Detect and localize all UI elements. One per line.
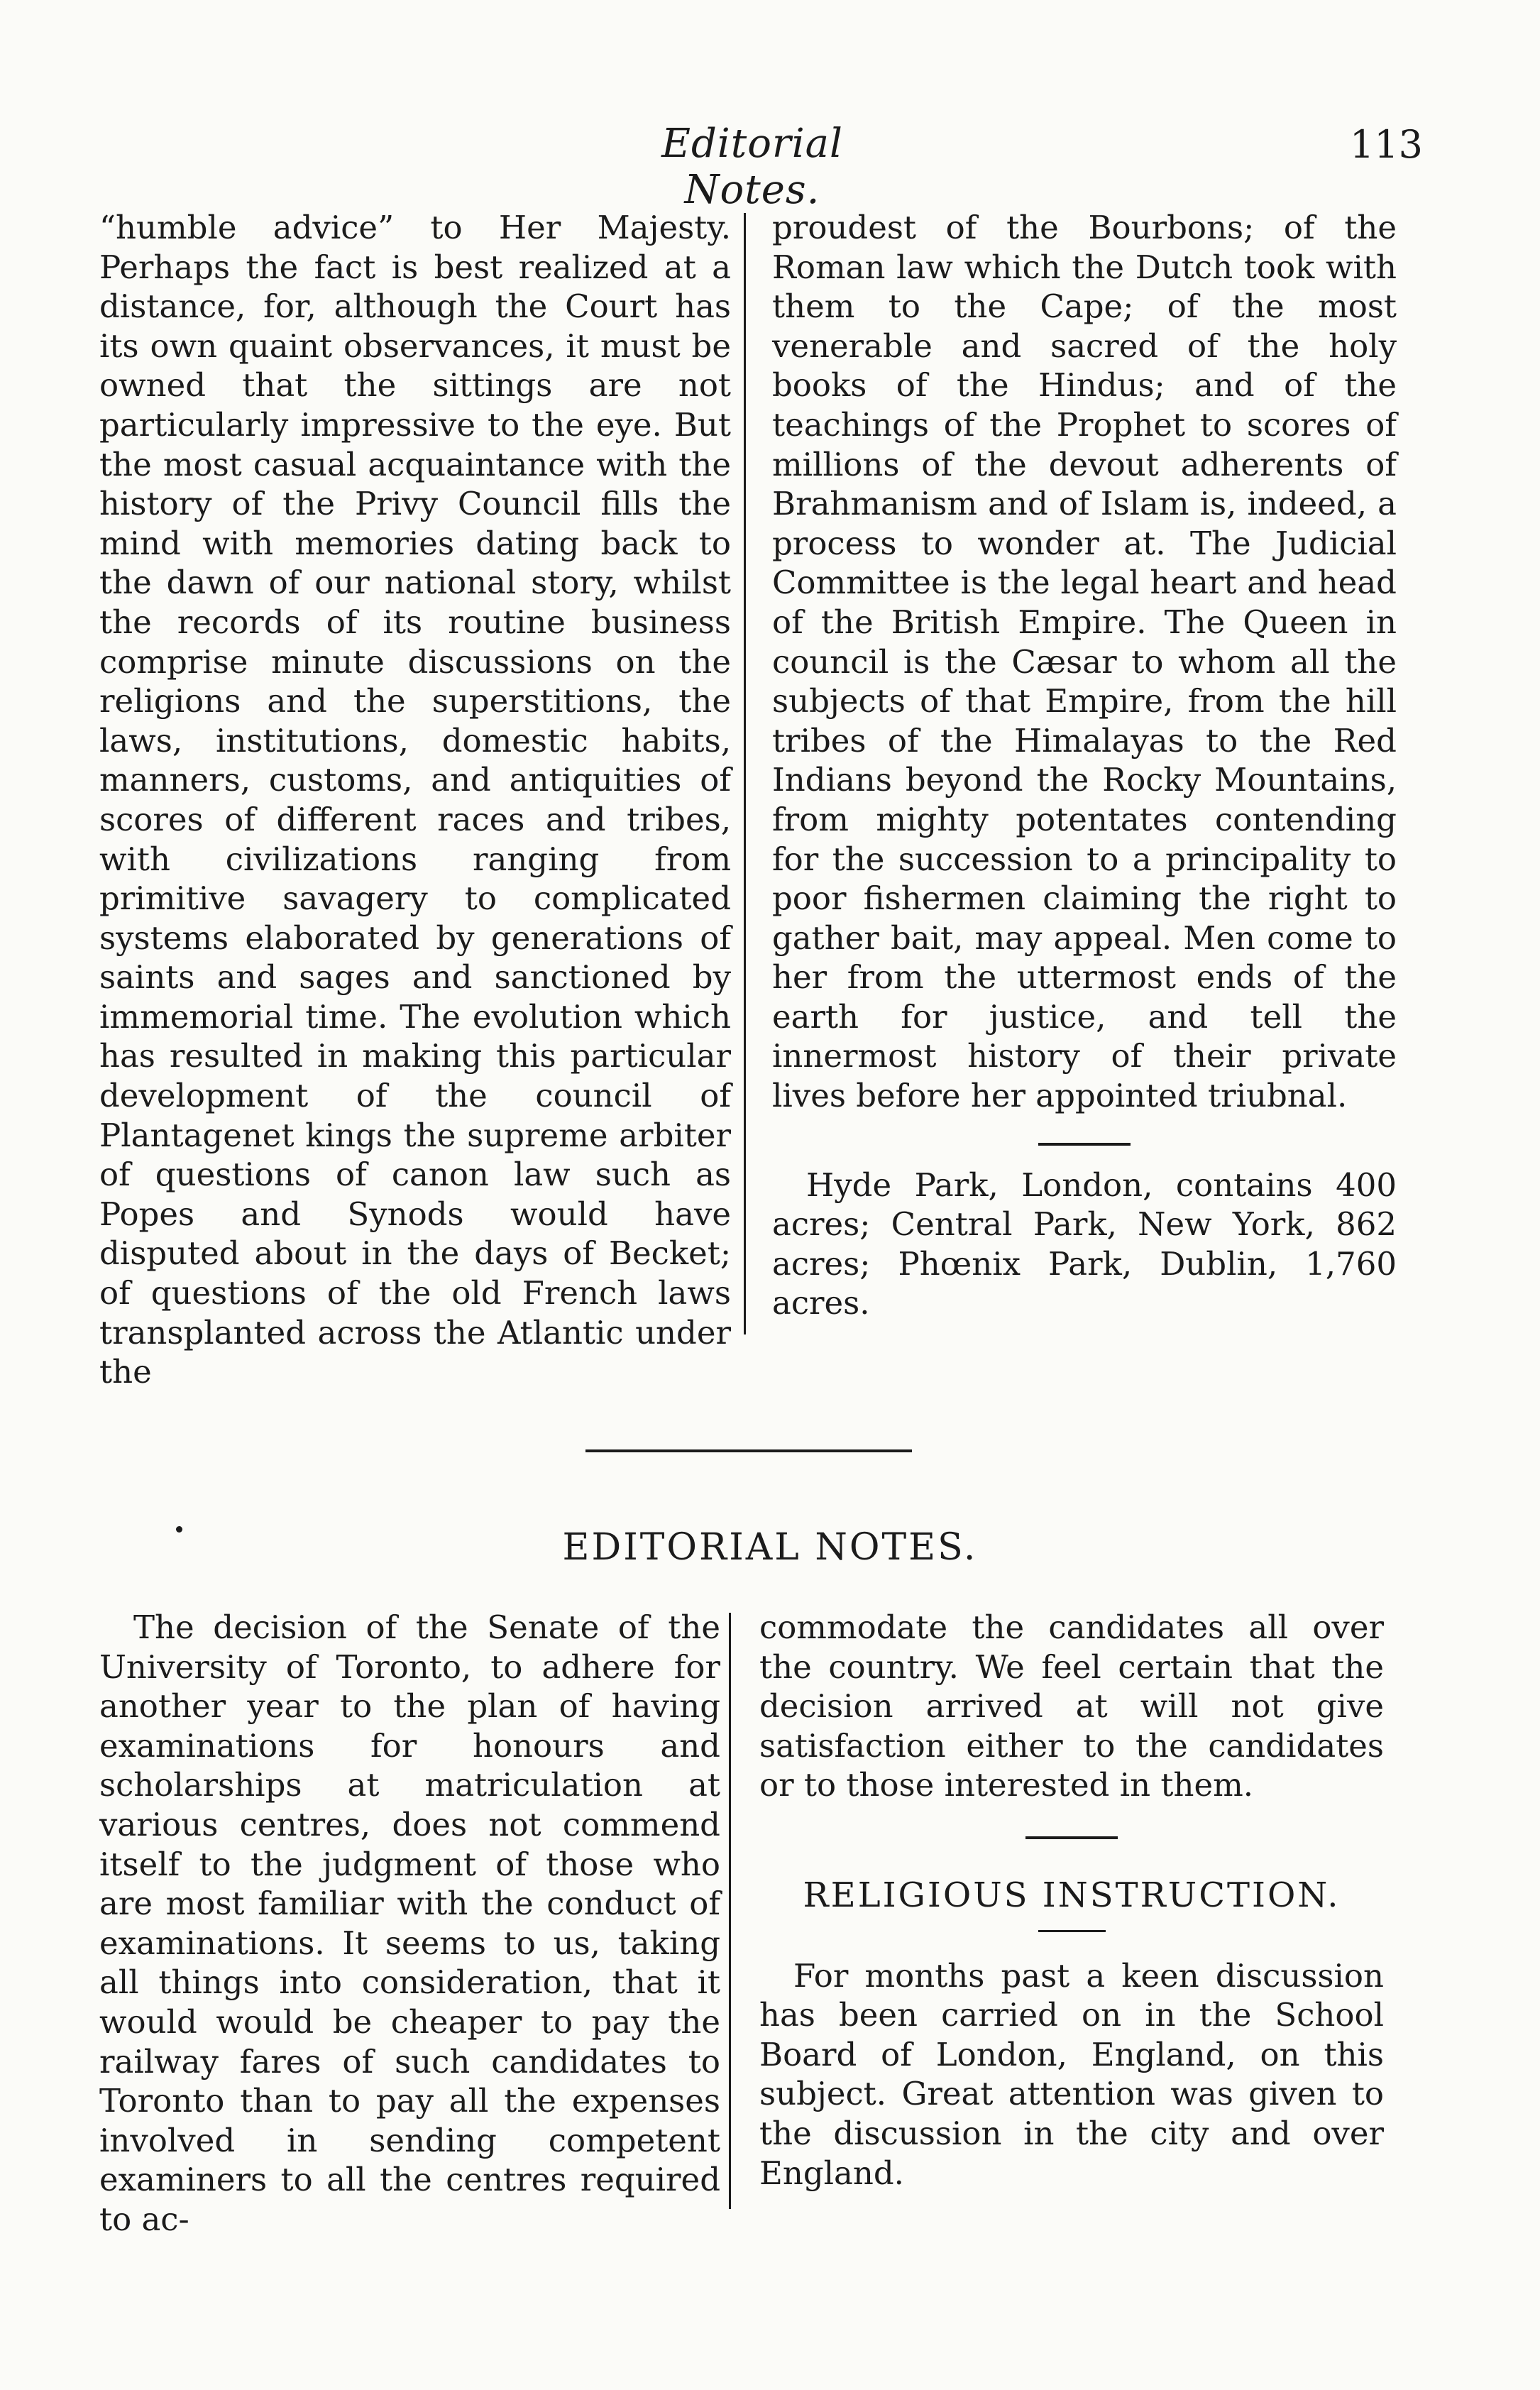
editorial-left-column <box>99 1608 720 2240</box>
editorial-right-column <box>759 1608 1384 2193</box>
park-note: Hyde Park, London, contains 400 acres; Central Park, New York, 862 acres; Phœnix Park, Dublin, 1,760 acres. <box>772 1166 1397 1322</box>
editorial-right-paragraph: commodate the candidates all over the country. We feel certain that the decision arrived at will not give satisfaction either to the candidates or to those interested in them. <box>759 1608 1384 1804</box>
religious-instruction-heading: RELIGIOUS INSTRUCTION. <box>803 1875 1341 1915</box>
top-right-paragraph: proudest of the Bourbons; of the Roman law which the Dutch took with them to the Cape; of the most venerable and sacred of the holy books of the Hindus; and of the teachings of the Prophet to scores of millions of the devout adherents of Brahmanism and of Islam is, indeed, a process to wonder at. The Judicial Committee is the legal heart and head of the British Empire. The Queen in council is the Cæsar to whom all the subjects of that Empire, from the hill tribes of the Himalayas to the Red Indians beyond the Rocky Mountains, from mighty potentates contending for the succession to a principality to poor fishermen claiming the right to gather bait, may appeal. Men come to her from the uttermost ends of the earth for justice, and tell the innermost history of their private lives before her appointed triubnal. <box>772 209 1397 1115</box>
top-left-paragraph: “humble advice” to Her Majesty. Perhaps the fact is best realized at a distance, for, although the Court has its own quaint observances, it must be owned that the sittings are not particularly impressive to the eye. But the most casual acquaintance with the history of the Privy Council fills the mind with memories dating back to the dawn of our national story, whilst the records of its routine business comprise minute discussions on the religions and the superstitions, the laws, institutions, domestic habits, manners, customs, and antiquities of scores of different races and tribes, with civilizations ranging from primitive savagery to complicated systems elaborated by generations of saints and sages and sanctioned by immemorial time. The evolution which has resulted in making this particular development of the council of Plantagenet kings the supreme arbiter of questions of canon law such as Popes and Synods would have disputed about in the days of Becket; of questions of the old French laws transplanted across the Atlantic under the <box>99 209 731 1391</box>
editorial-notes-heading: EDITORIAL NOTES. <box>562 1526 978 1569</box>
page-number: 113 <box>1349 122 1423 167</box>
print-mark <box>176 1526 182 1533</box>
section-divider <box>585 1449 912 1452</box>
short-rule <box>1025 1836 1118 1839</box>
running-title: Editorial Notes. <box>661 121 843 213</box>
short-rule <box>1038 1930 1106 1932</box>
editorial-left-paragraph: The decision of the Senate of the University of Toronto, to adhere for another year to the plan of having examinations for honours and scholarships at matriculation at various centres, does not commend itself to the judgment of those who are most familiar with the conduct of examinations. It seems to us, taking all things into consideration, that it would would be cheaper to pay the railway fares of such candidates to Toronto than to pay all the expenses involved in sending competent examiners to all the centres required to ac- <box>99 1608 720 2238</box>
top-right-column <box>772 208 1397 1323</box>
religious-instruction-paragraph: For months past a keen discussion has been carried on in the School Board of London, England, on this subject. Great attention was given to the discussion in the city and over England. <box>759 1956 1384 2192</box>
short-rule <box>1038 1143 1131 1146</box>
top-left-column <box>99 208 731 1392</box>
column-divider <box>744 213 746 1334</box>
editorial-column-divider <box>729 1613 731 2209</box>
